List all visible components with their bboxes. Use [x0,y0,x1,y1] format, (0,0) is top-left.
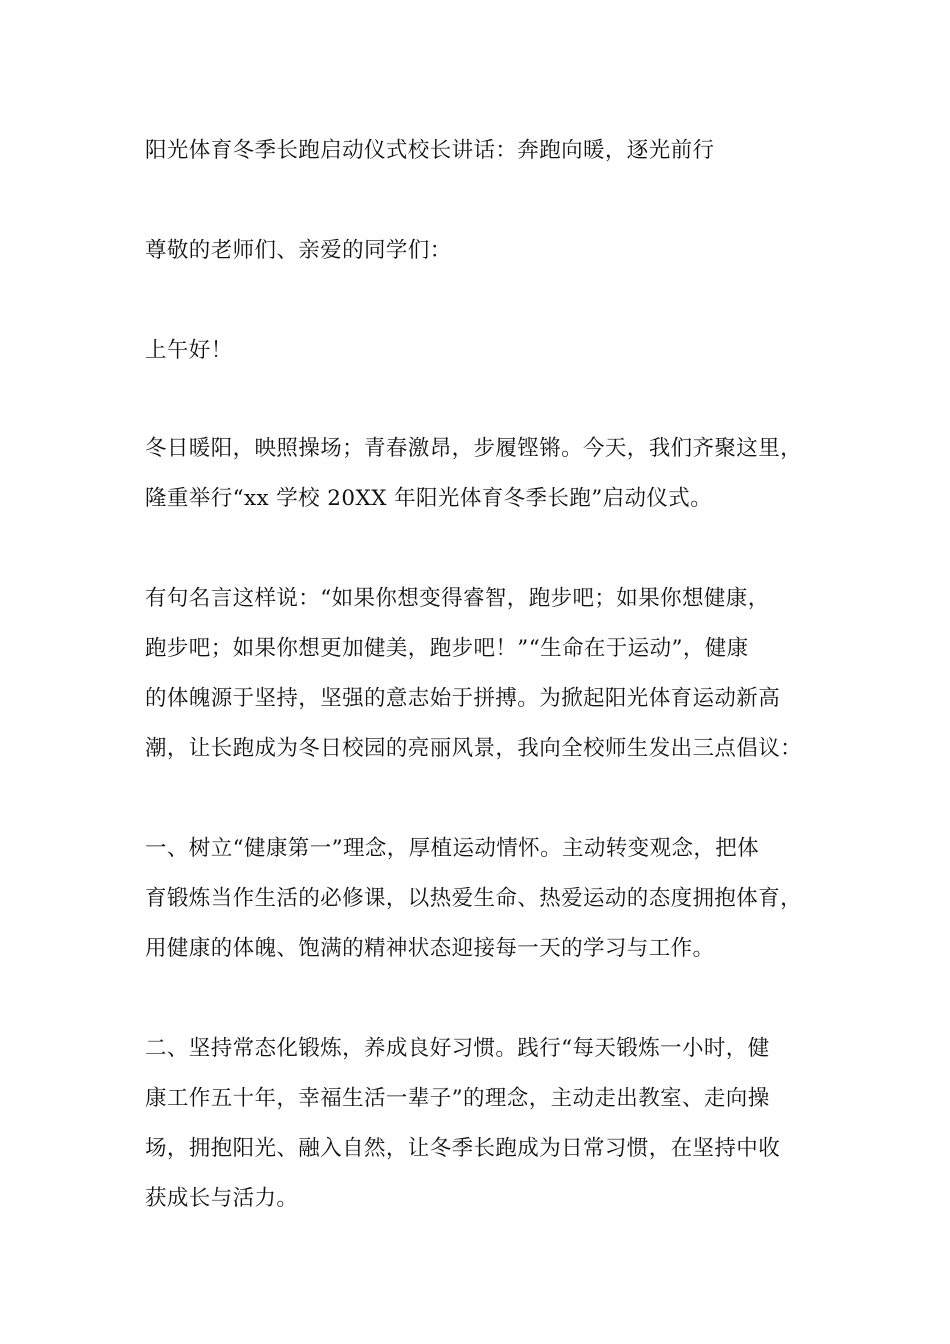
proposal-two-line: 二、坚持常态化锻炼，养成良好习惯。践行“每天锻炼一小时，健 [145,1036,770,1061]
morning-line: 上午好！ [145,338,233,363]
intro-paragraph [145,424,835,524]
quote-paragraph [145,574,835,774]
proposal-one-line: 用健康的体魄、饱满的精神状态迎接每一天的学习与工作。 [145,936,715,961]
proposal-two-line: 场，拥抱阳光、融入自然，让冬季长跑成为日常习惯，在坚持中收 [145,1136,781,1161]
proposal-two-line: 康工作五十年，幸福生活一辈子”的理念，主动走出教室、走向操 [145,1086,770,1111]
proposal-one-line: 一、树立“健康第一”理念，厚植运动情怀。主动转变观念，把体 [145,836,760,861]
proposal-two-line: 获成长与活力。 [145,1186,299,1211]
proposal-one-paragraph [145,824,835,974]
quote-line: 的体魄源于坚持，坚强的意志始于拼搏。为掀起阳光体育运动新高 [145,686,781,711]
quote-line: 跑步吧；如果你想更加健美，跑步吧！”“生命在于运动”，健康 [145,636,749,661]
document-title [145,126,835,176]
intro-line: 隆重举行“xx 学校 20XX 年阳光体育冬季长跑”启动仪式。 [145,486,713,511]
proposal-one-line: 育锻炼当作生活的必修课，以热爱生命、热爱运动的态度拥抱体育， [145,886,803,911]
intro-line: 冬日暖阳，映照操场；青春激昂，步履铿锵。今天，我们齐聚这里， [145,436,803,461]
salutation [145,226,835,276]
quote-line: 有句名言这样说：“如果你想变得睿智，跑步吧；如果你想健康， [145,586,770,611]
quote-line: 潮，让长跑成为冬日校园的亮丽风景，我向全校师生发出三点倡议： [145,736,803,761]
title-line: 阳光体育冬季长跑启动仪式校长讲话：奔跑向暖，逐光前行 [145,138,715,163]
proposal-two-paragraph [145,1024,835,1224]
salutation-line: 尊敬的老师们、亲爱的同学们： [145,238,452,263]
greeting-morning [145,326,835,376]
